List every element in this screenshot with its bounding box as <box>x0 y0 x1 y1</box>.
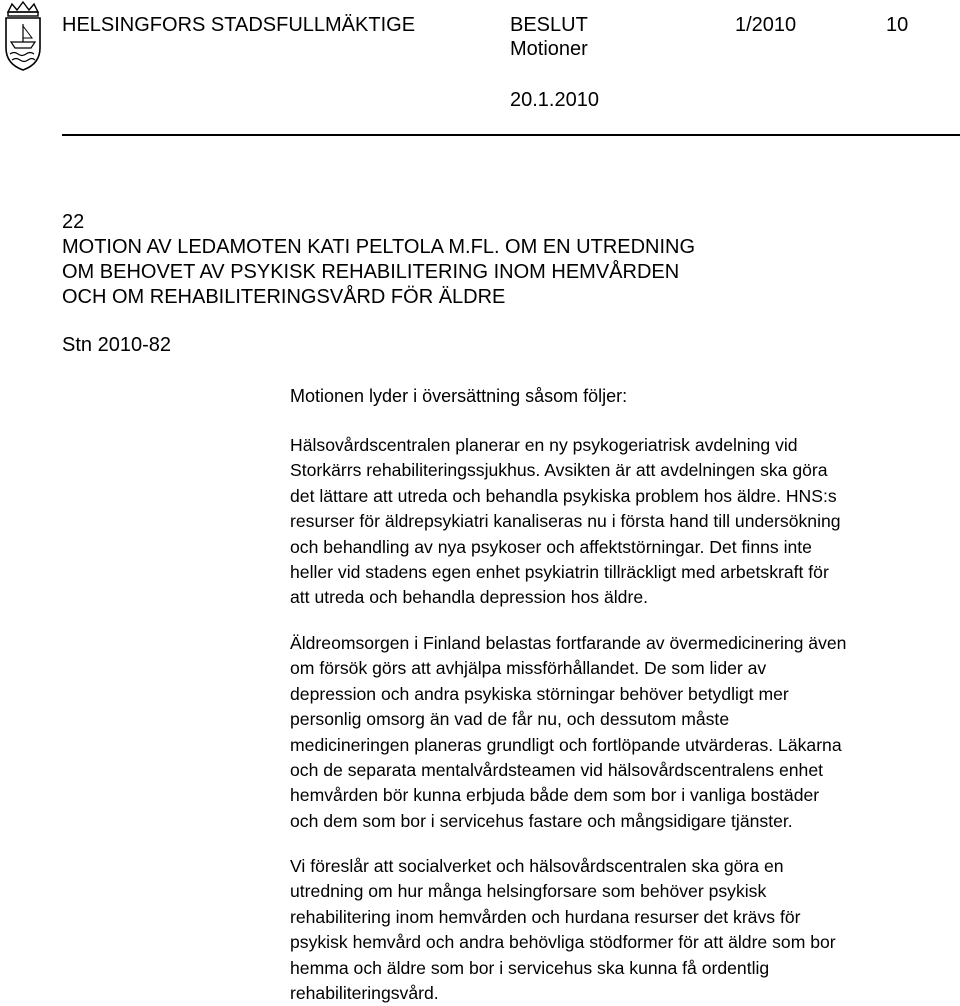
paragraph-line: och dem som bor i servicehus fastare och mångsidigare tjänster. <box>290 810 793 831</box>
paragraph-line: att utreda och behandla depression hos äldre. <box>290 587 648 608</box>
paragraph-line: medicineringen planeras grundligt och fortlöpande utvärderas. Läkarna <box>290 734 842 755</box>
paragraph-line: rehabiliteringsvård. <box>290 983 439 1004</box>
paragraph-3 <box>290 854 960 1006</box>
item-title-line: MOTION AV LEDAMOTEN KATI PELTOLA M.FL. OM EN UTREDNING <box>62 236 696 258</box>
page-number: 10 <box>886 14 909 36</box>
paragraph-line: rehabilitering inom hemvården och hurdana resurser det krävs för <box>290 906 801 927</box>
paragraph-line: heller vid stadens egen enhet psykiatrin tillräckligt med arbetskraft för <box>290 562 829 583</box>
paragraph-line: depression och andra psykiska störningar behöver betydligt mer <box>290 683 789 704</box>
paragraph-line: och behandling av nya psykoser och affektstörningar. Det finns inte <box>290 536 812 557</box>
paragraph-line: Äldreomsorgen i Finland belastas fortfarande av övermedicinering även <box>290 633 847 653</box>
item-title-line: OM BEHOVET AV PSYKISK REHABILITERING INOM HEMVÅRDEN <box>62 261 680 283</box>
meeting-date: 20.1.2010 <box>510 89 599 111</box>
paragraph-line: psykisk hemvård och andra behövliga stödformer för att äldre som bor <box>290 932 836 953</box>
paragraph-line: Vi föreslår att socialverket och hälsovårdscentralen ska göra en <box>290 856 784 876</box>
coat-of-arms-icon <box>2 0 44 72</box>
document-type: BESLUT <box>510 14 588 36</box>
paragraph-line: personlig omsorg än vad de får nu, och dessutom måste <box>290 709 730 730</box>
organization-name: HELSINGFORS STADSFULLMÄKTIGE <box>62 14 416 36</box>
paragraph-line: hemvården bör kunna erbjuda både dem som bor i vanliga bostäder <box>290 785 820 806</box>
paragraph-line: Hälsovårdscentralen planerar en ny psykogeriatrisk avdelning vid <box>290 435 798 455</box>
meeting-number: 1/2010 <box>735 14 797 36</box>
paragraph-2 <box>290 631 960 834</box>
paragraph-1 <box>290 433 960 611</box>
item-title-line: OCH OM REHABILITERINGSVÅRD FÖR ÄLDRE <box>62 286 506 308</box>
document-subtype: Motioner <box>510 38 588 60</box>
paragraph-line: det lättare att utreda och behandla psykiska problem hos äldre. HNS:s <box>290 485 837 506</box>
paragraph-line: Storkärrs rehabiliteringssjukhus. Avsikten är att avdelningen ska göra <box>290 460 828 481</box>
header-divider <box>62 134 960 136</box>
paragraph-line: hemma och äldre som bor i servicehus ska kunna få ordentlig <box>290 957 770 978</box>
paragraph-line: resurser för äldrepsykiatri kanaliseras nu i första hand till undersökning <box>290 511 841 532</box>
item-reference: Stn 2010-82 <box>62 334 171 356</box>
paragraph-line: utredning om hur många helsingforsare som behöver psykisk <box>290 881 767 902</box>
motion-intro: Motionen lyder i översättning såsom följer: <box>290 386 628 406</box>
item-title-block <box>62 210 695 310</box>
paragraph-line: och de separata mentalvårdsteamen vid hälsovårdscentralens enhet <box>290 760 824 781</box>
item-number: 22 <box>62 211 85 233</box>
paragraph-line: om försök görs att avhjälpa missförhållandet. De som lider av <box>290 658 767 679</box>
